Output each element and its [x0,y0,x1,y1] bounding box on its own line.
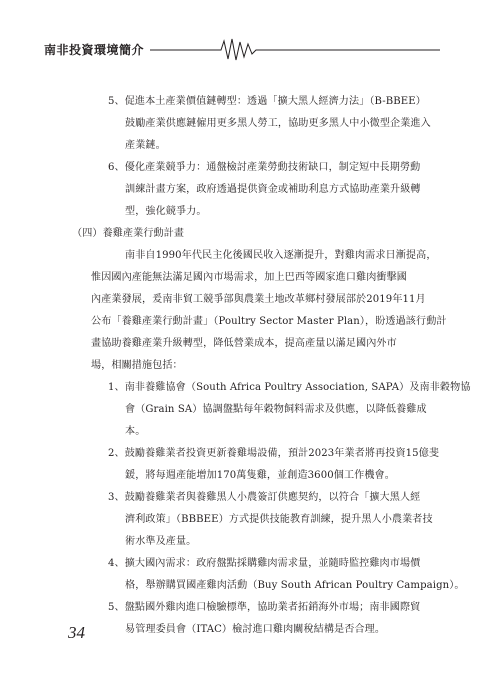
body-line: 術水準及產量。 [125,536,197,547]
body-line: 內產業發展，爰南非貿工競爭部與農業土地改革鄉村發展部於2019年11月 [91,294,426,305]
body-line: 場，相關措施包括： [91,360,183,371]
body-line: 鍰，將每週產能增加170萬隻雞，並創造3600個工作機會。 [125,470,395,481]
body-line: 鼓勵產業供應鏈僱用更多黑人勞工，協助更多黑人中小微型企業進入 [125,118,431,129]
body-line: 濟利政策」（BBBEE）方式提供技能教育訓練，提升黑人小農業者技 [125,514,433,525]
body-line: 公布「養雞產業行動計畫」（Poultry Sector Master Plan），盼透過該行動計 [91,316,447,327]
body-line: 本。 [125,426,146,437]
body-line: 2、鼓勵養雞業者投資更新養雞場設備，預計2023年業者將再投資15億斐 [108,448,440,459]
body-line: 畫協助養雞產業升級轉型，降低營業成本，提高產量以滿足國內外市 [91,338,397,349]
body-line: 惟因國內產能無法滿足國內市場需求，加上巴西等國家進口雞肉衝擊國 [91,272,408,283]
body-line: 格，舉辦購買國產雞肉活動（Buy South African Poultry Campaign）。 [125,580,465,591]
body-line: 易管理委員會（ITAC）檢討進口雞肉關稅結構是否合理。 [125,624,386,635]
body-line: 3、鼓勵養雞業者與養雞黑人小農簽訂供應契約，以符合「擴大黑人經 [108,492,421,503]
body-line: 6、優化產業競爭力：通盤檢討產業勞動技術缺口，制定短中長期勞動 [108,162,421,173]
body-line: 1、南非養雞協會（South Africa Poultry Association, SAPA）及南非穀物協 [108,382,471,393]
page-number: 34 [68,623,85,642]
header-rule [0,36,480,66]
running-header-title: 南非投資環境簡介 [44,43,145,57]
section-heading: （四）養雞產業行動計畫 [72,228,185,239]
body-line: 型，強化競爭力。 [125,206,207,217]
body-line: 4、擴大國內需求：政府盤點採購雞肉需求量，並隨時監控雞肉市場價 [108,558,421,569]
body-line: 訓練計畫方案，政府透過提供資金或補助利息方式協助產業升級轉 [125,184,421,195]
body-line: 5、促進本土產業價值鏈轉型：透過「擴大黑人經濟力法」（B-BBEE） [108,96,426,107]
body-line: 會（Grain SA）協調盤點每年穀物飼料需求及供應，以降低養雞成 [125,404,427,415]
body-line: 5、盤點國外雞肉進口檢驗標準，協助業者拓銷海外市場；南非國際貿 [108,602,421,613]
body-line: 南非自1990年代民主化後國民收入逐漸提升，對雞肉需求日漸提高， [125,250,437,261]
body-line: 產業鏈。 [125,140,166,151]
